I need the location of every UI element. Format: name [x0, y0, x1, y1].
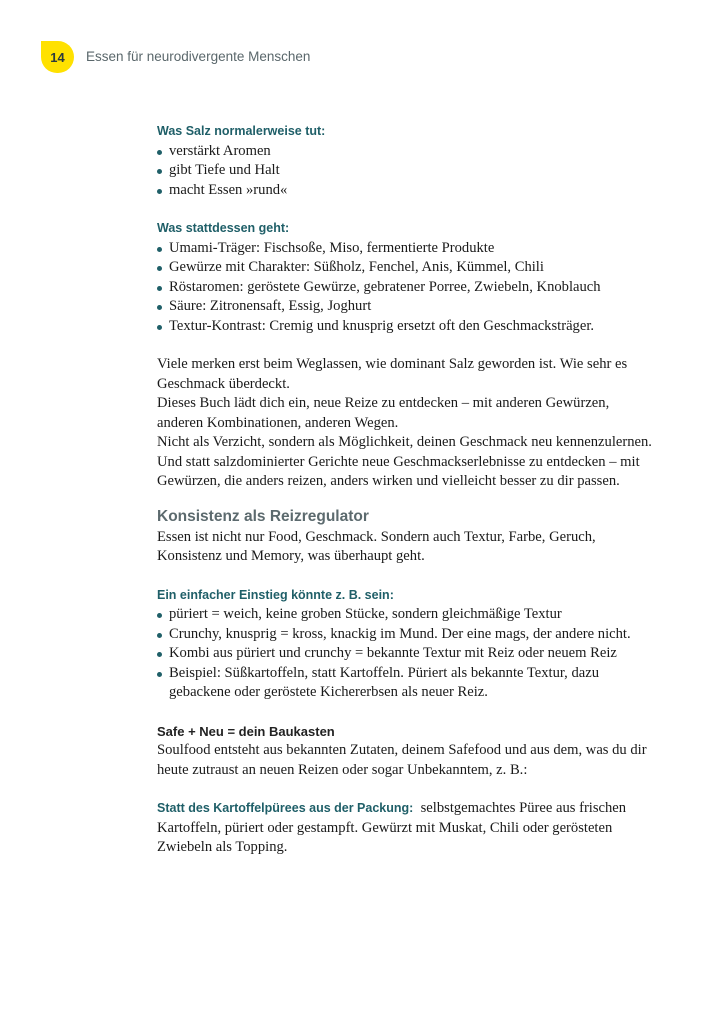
paragraph: Nicht als Verzicht, sondern als Möglichkeit, deinen Geschmack neu kennenzulernen. [157, 434, 652, 450]
page-number: 14 [41, 41, 74, 73]
running-title: Essen für neurodivergente Menschen [86, 49, 311, 64]
subhead-start: Ein einfacher Einstieg könnte z. B. sein: [157, 587, 394, 602]
list-item: Säure: Zitronensaft, Essig, Joghurt [157, 297, 653, 317]
list-item: Crunchy, knusprig = kross, knackig im Mund. Der eine mags, der andere nicht. [157, 625, 653, 645]
paragraph: Viele merken erst beim Weglassen, wie dominant Salz geworden ist. Wie sehr es Geschmack überdeckt. [157, 356, 628, 392]
subhead-alternatives: Was stattdessen geht: [157, 221, 290, 235]
list-item: gibt Tiefe und Halt [157, 161, 653, 181]
list-item: macht Essen »rund« [157, 181, 653, 201]
subhead-salt: Was Salz normalerweise tut: [157, 124, 326, 138]
list-item: Kombi aus püriert und crunchy = bekannte Textur mit Reiz oder neuem Reiz [157, 644, 653, 664]
page-body [157, 122, 653, 858]
paragraph: Dieses Buch lädt dich ein, neue Reize zu entdecken – mit anderen Gewürzen, anderen Kombinationen, anderen Wegen. [157, 395, 610, 431]
paragraph: Und statt salzdominierter Gerichte neue Geschmackserlebnisse zu entdecken – mit Gewürzen, die anders reizen, anders wirken und vielleicht besser zu dir passen. [157, 453, 640, 489]
list-item: Textur-Kontrast: Cremig und knusprig ersetzt oft den Geschmacksträger. [157, 317, 653, 337]
list-alternatives [157, 239, 653, 337]
example-paragraph [157, 799, 653, 858]
example-label: Statt des Kartoffelpürees aus der Packung: [157, 801, 414, 815]
list-item: püriert = weich, keine groben Stücke, sondern gleichmäßige Textur [157, 605, 653, 625]
list-item: Röstaromen: geröstete Gewürze, gebratener Porree, Zwiebeln, Knoblauch [157, 278, 653, 298]
list-item: verstärkt Aromen [157, 142, 653, 162]
list-item: Beispiel: Süßkartoffeln, statt Kartoffeln. Püriert als bekannte Textur, dazu gebackene oder geröstete Kichererbsen als neuer Reiz. [157, 664, 653, 703]
subhead-safe: Safe + Neu = dein Baukasten [157, 723, 335, 739]
list-salt [157, 142, 653, 201]
list-item: Umami-Träger: Fischsoße, Miso, fermentierte Produkte [157, 239, 653, 259]
paragraph: Soulfood entsteht aus bekannten Zutaten, deinem Safefood und aus dem, was du dir heute zutraust an neuen Reizen oder sogar Unbekanntem, z. B.: [157, 742, 647, 778]
list-item: Gewürze mit Charakter: Süßholz, Fenchel, Anis, Kümmel, Chili [157, 258, 653, 278]
example-text: selbstgemachtes Püree aus frischen Kartoffeln, püriert oder gestampft. Gewürzt mit Muskat, Chili oder gerösteten Zwiebeln als Topping. [157, 800, 627, 855]
section-heading: Konsistenz als Reizregulator [157, 507, 369, 525]
paragraph: Essen ist nicht nur Food, Geschmack. Sondern auch Textur, Farbe, Geruch, Konsistenz und Memory, was überhaupt geht. [157, 528, 596, 564]
list-start [157, 605, 653, 703]
